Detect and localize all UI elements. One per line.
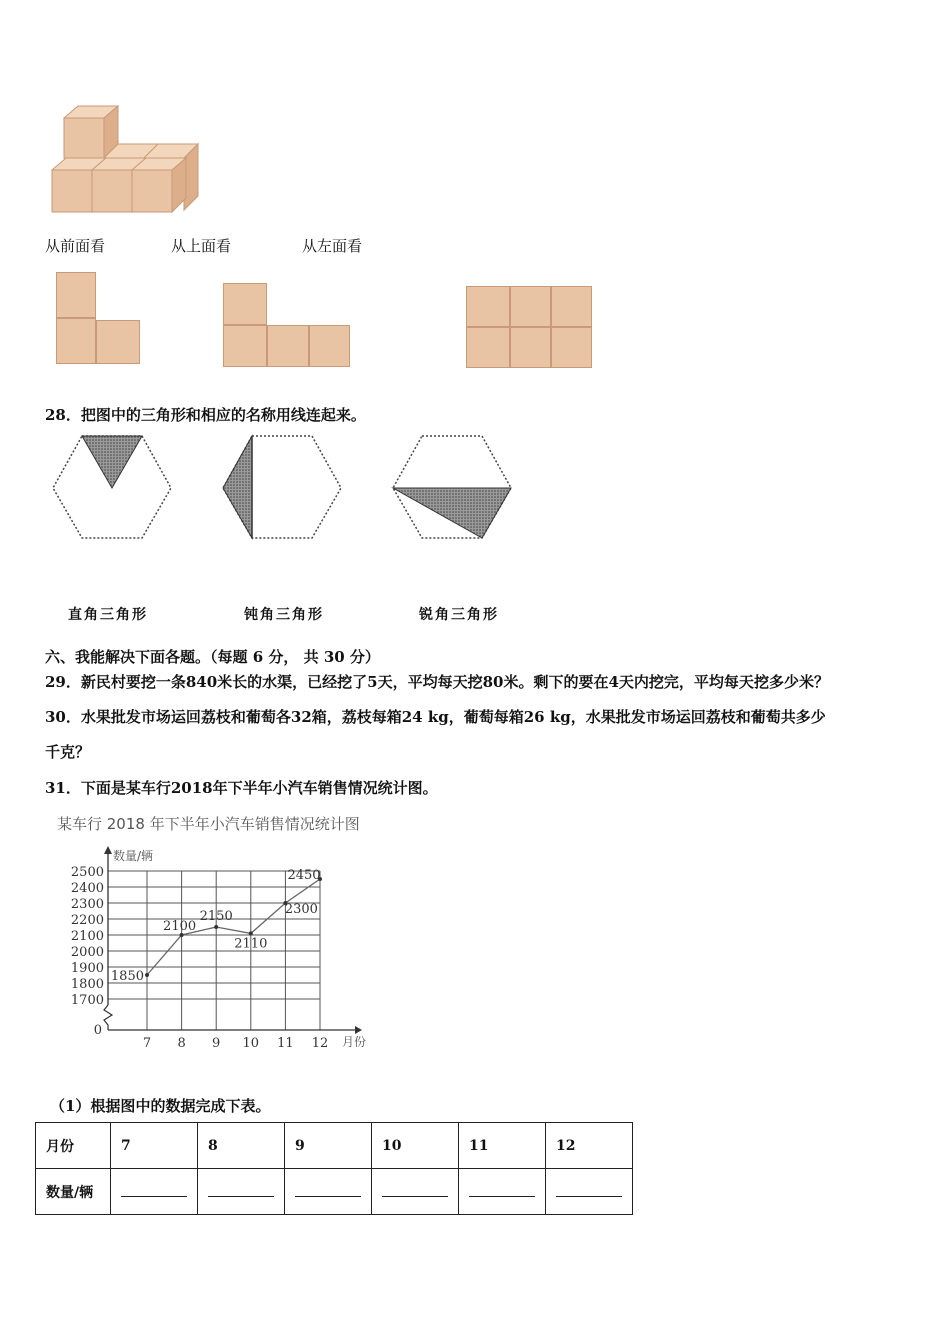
table-month-cell: 10 [372, 1123, 459, 1169]
q28-text: 28．把图中的三角形和相应的名称用线连起来。 [45, 406, 366, 424]
data-label: 2150 [199, 909, 233, 924]
top-view-label: 从上面看 [171, 237, 232, 255]
y-tick-label: 2500 [70, 865, 104, 880]
data-label: 2110 [234, 936, 268, 952]
table-blank-cell[interactable] [198, 1169, 285, 1215]
data-point [249, 931, 253, 935]
y-axis-arrow [104, 846, 112, 854]
table-blank-cell[interactable] [546, 1169, 633, 1215]
x-tick-label: 12 [311, 1036, 329, 1051]
y-tick-label: 0 [93, 1023, 102, 1038]
answer-blank[interactable] [469, 1182, 535, 1197]
triangle-label-acute: 锐角三角形 [419, 607, 499, 623]
hexagon-figures [50, 430, 520, 542]
table-month-cell: 12 [546, 1123, 633, 1169]
table-blank-cell[interactable] [285, 1169, 372, 1215]
x-tick-label: 10 [242, 1036, 260, 1051]
chart-y-label: 数量/辆 [113, 849, 154, 863]
y-tick-label: 1700 [70, 993, 104, 1008]
y-tick-label: 2400 [70, 881, 104, 896]
chart-title: 某车行 2018 年下半年小汽车销售情况统计图 [57, 815, 360, 833]
table-blank-cell[interactable] [459, 1169, 546, 1215]
front-view-label: 从前面看 [45, 237, 106, 255]
q31-sub-text: （1）根据图中的数据完成下表。 [50, 1097, 271, 1115]
left-view-label: 从左面看 [302, 237, 363, 255]
cube-stack-svg [48, 100, 208, 216]
data-point [214, 925, 218, 929]
y-tick-label: 2200 [70, 913, 104, 928]
section-6-heading: 六、我能解决下面各题。（每题 6 分， 共 30 分） [45, 648, 380, 666]
q29-text: 29．新民村要挖一条840米长的水渠，已经挖了5天，平均每天挖80米。剩下的要在4天内挖完，平均每天挖多少米？ [45, 673, 829, 691]
data-point [145, 973, 149, 977]
answer-table [35, 1122, 633, 1215]
x-tick-label: 11 [277, 1036, 294, 1051]
table-blank-cell[interactable] [372, 1169, 459, 1215]
q31-text: 31．下面是某车行2018年下半年小汽车销售情况统计图。 [45, 779, 438, 797]
table-value-row [36, 1169, 633, 1215]
y-tick-label: 2100 [70, 929, 104, 944]
x-tick-label: 9 [212, 1036, 221, 1051]
table-row-label: 数量/辆 [36, 1169, 111, 1215]
table-month-cell: 9 [285, 1123, 372, 1169]
table-blank-cell[interactable] [111, 1169, 198, 1215]
answer-blank[interactable] [295, 1182, 361, 1197]
y-tick-label: 2000 [70, 945, 104, 960]
answer-blank[interactable] [208, 1182, 274, 1197]
data-label: 2450 [287, 868, 321, 883]
table-month-cell: 11 [459, 1123, 546, 1169]
table-header-row [36, 1123, 633, 1169]
answer-blank[interactable] [121, 1182, 187, 1197]
data-label: 1850 [110, 969, 144, 984]
table-month-cell: 8 [198, 1123, 285, 1169]
y-tick-label: 2300 [70, 897, 104, 912]
x-tick-label: 7 [142, 1036, 152, 1051]
q30-text-line2: 千克？ [45, 743, 91, 761]
answer-blank[interactable] [556, 1182, 622, 1197]
x-tick-label: 8 [177, 1036, 186, 1051]
triangle-label-right: 直角三角形 [68, 607, 148, 623]
y-tick-label: 1900 [70, 961, 104, 976]
x-axis-arrow [355, 1026, 362, 1034]
answer-blank[interactable] [382, 1182, 448, 1197]
axis-break [104, 1005, 112, 1030]
y-tick-label: 1800 [70, 977, 104, 992]
table-month-cell: 7 [111, 1123, 198, 1169]
chart-x-label: 月份 [342, 1035, 367, 1049]
data-label: 2300 [284, 902, 318, 917]
table-header-label: 月份 [36, 1123, 111, 1169]
sales-line-chart [50, 840, 390, 1055]
data-label: 2100 [163, 919, 197, 934]
triangle-label-obtuse: 钝角三角形 [244, 607, 324, 623]
q30-text-line1: 30．水果批发市场运回荔枝和葡萄各32箱，荔枝每箱24 kg，葡萄每箱26 kg，水果批发市场运回荔枝和葡萄共多少 [45, 708, 826, 726]
